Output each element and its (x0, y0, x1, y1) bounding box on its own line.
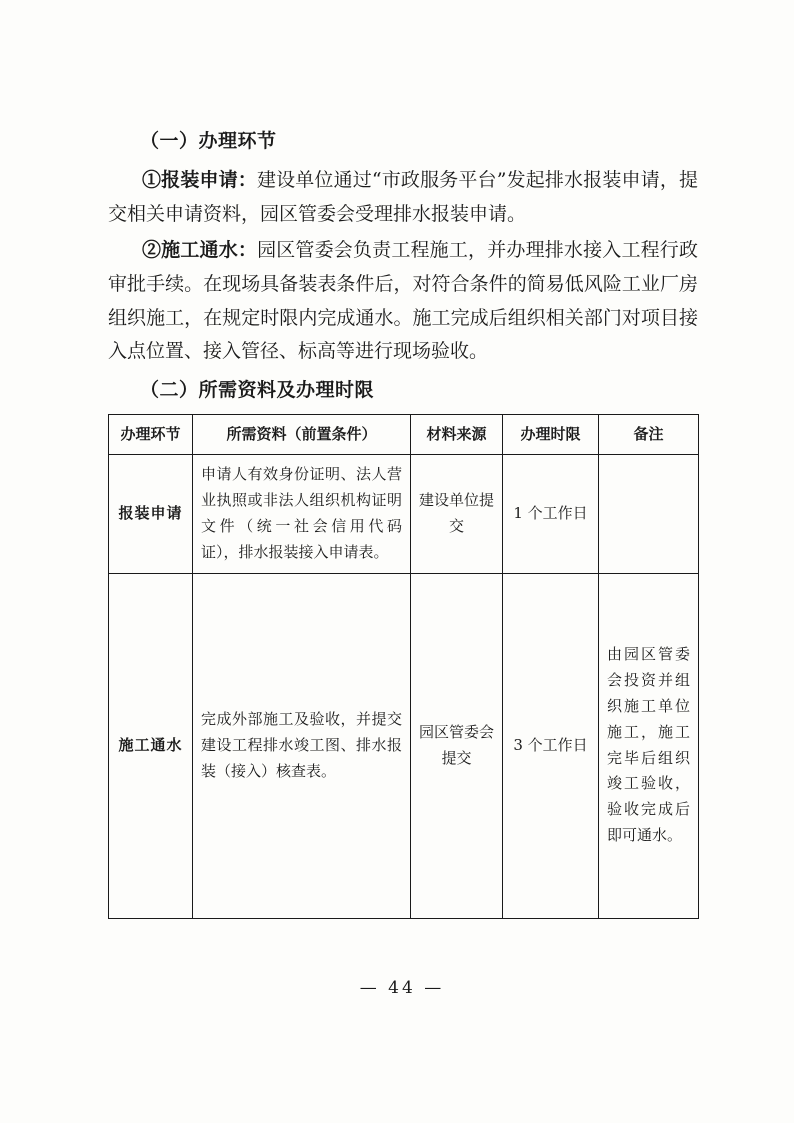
table-header-row (109, 414, 699, 455)
row-2-time-limit: 3 个工作日 (503, 573, 599, 918)
table-row (109, 573, 699, 918)
row-2-note: 由园区管委会投资并组织施工单位施工，施工完毕后组织竣工验收，验收完成后即可通水。 (599, 573, 699, 918)
row-1-note (599, 455, 699, 573)
row-1-stage: 报装申请 (109, 455, 193, 573)
paragraph-lead-1: ①报装申请： (142, 169, 257, 192)
paragraph-lead-2: ②施工通水： (142, 239, 258, 262)
table-header-materials: 所需资料（前置条件） (193, 414, 411, 455)
paragraph-item-1 (108, 164, 698, 232)
section-one-heading: （一）办理环节 (140, 130, 277, 152)
requirements-table (108, 414, 699, 919)
paragraph-text-1: 建设单位通过“市政服务平台”发起排水报装申请，提交相关申请资料，园区管委会受理排水报装申请。 (108, 169, 698, 226)
row-1-time-limit: 1 个工作日 (503, 455, 599, 573)
paragraph-item-2 (108, 234, 698, 369)
table-header-stage: 办理环节 (109, 414, 193, 455)
row-2-source: 园区管委会提交 (411, 573, 503, 918)
section-two-heading: （二）所需资料及办理时限 (140, 379, 375, 402)
paragraph-text-2: 园区管委会负责工程施工，并办理排水接入工程行政审批手续。在现场具备装表条件后，对符合条件的简易低风险工业厂房组织施工，在规定时限内完成通水。施工完成后组织相关部门对项目接入点位置、接入管径、标高等进行现场验收。 (108, 239, 698, 363)
row-1-materials: 申请人有效身份证明、法人营业执照或非法人组织机构证明文件（统一社会信用代码证），排水报装接入申请表。 (193, 455, 411, 573)
row-2-materials: 完成外部施工及验收，并提交建设工程排水竣工图、排水报装（接入）核查表。 (193, 573, 411, 918)
table-row (109, 455, 699, 573)
table-header-note: 备注 (599, 414, 699, 455)
page-number: — 44 — (359, 978, 445, 998)
table-header-source: 材料来源 (411, 414, 503, 455)
row-2-stage: 施工通水 (109, 573, 193, 918)
page-content (108, 126, 698, 919)
page-footer (0, 978, 794, 998)
table-header-time-limit: 办理时限 (503, 414, 599, 455)
row-1-source: 建设单位提交 (411, 455, 503, 573)
